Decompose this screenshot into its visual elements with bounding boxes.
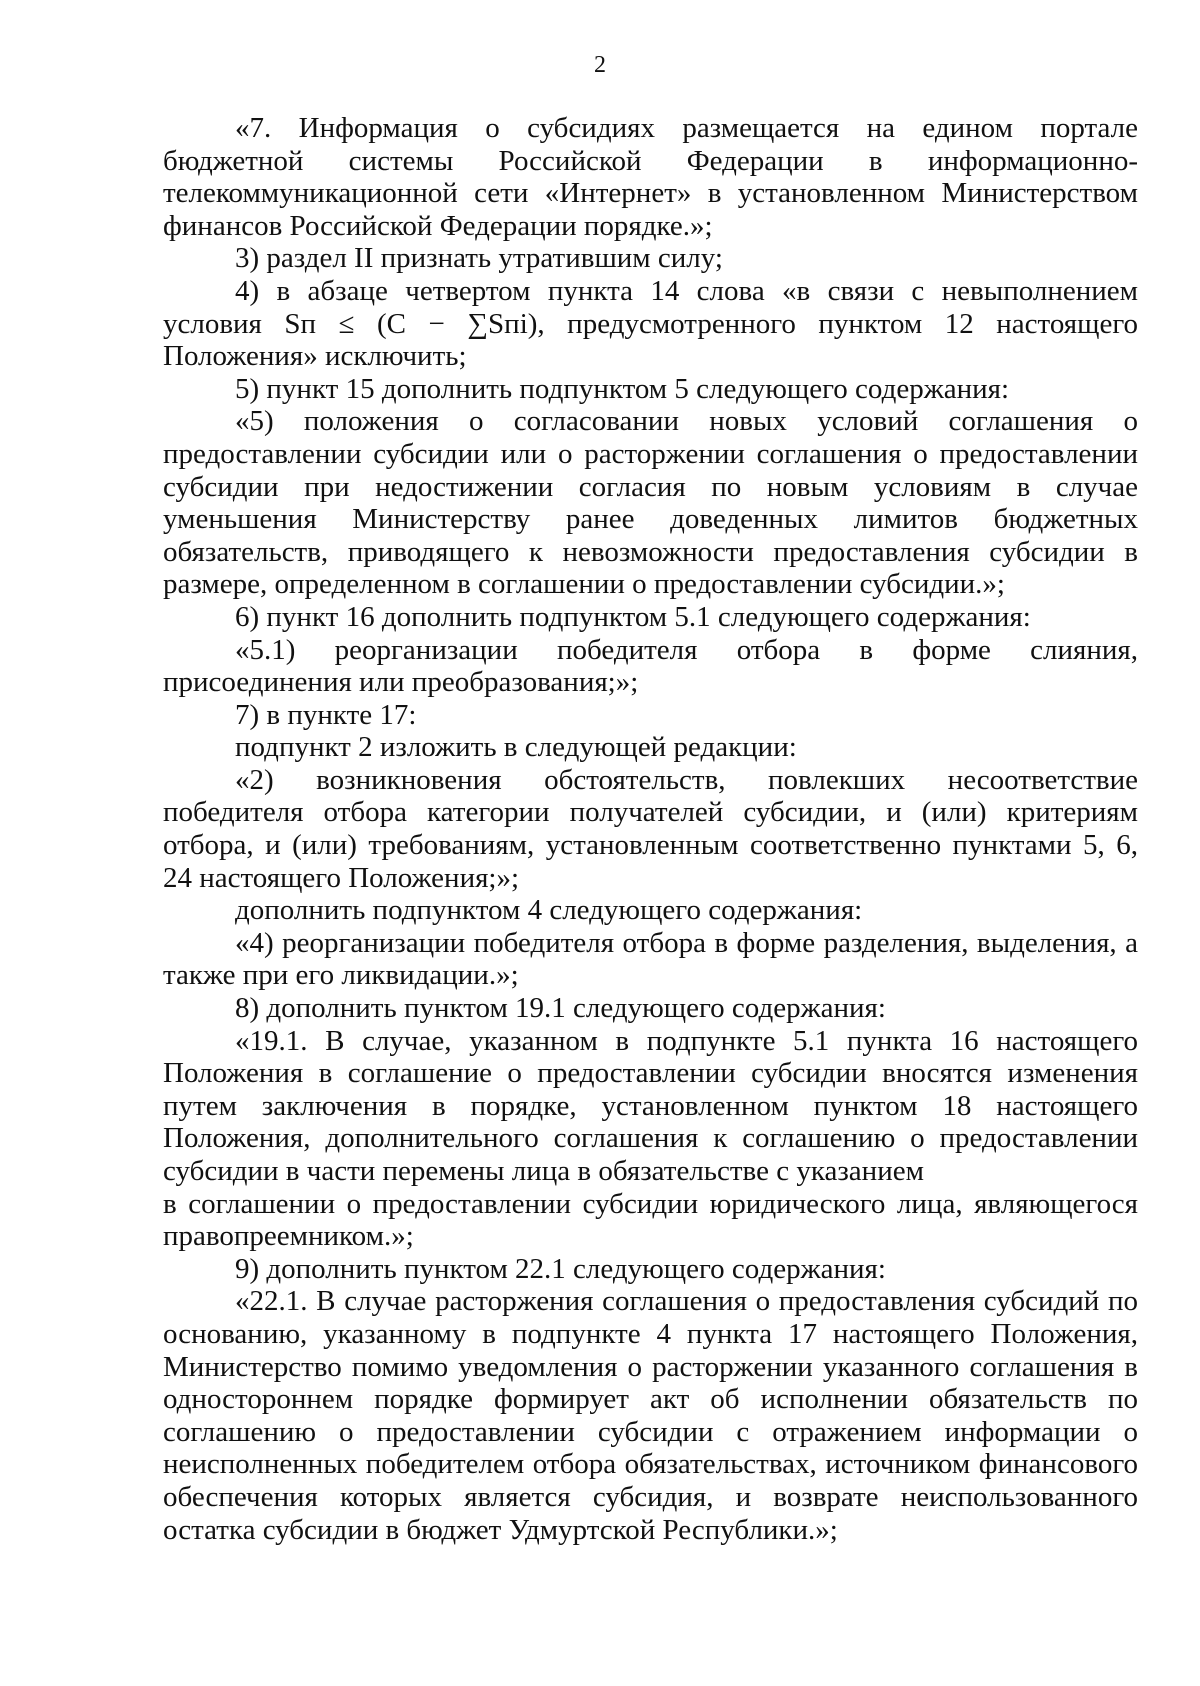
paragraph-item-9: 9) дополнить пунктом 22.1 следующего содержания: [235, 1252, 886, 1285]
paragraph-point-19-1: «19.1. В случае, указанном в подпункте 5.1 пункта 16 настоящего Положения в соглашение о предоставлении субсидии вносятся изменения путем заключения в порядке, установленном пунктом 18 настоящего Положения, дополнительного соглашения к соглашению о предоставлении субсидии в части перемены лица в обязательстве с указанием [163, 1024, 1138, 1187]
paragraph-item-7-subitem-4-intro: дополнить подпунктом 4 следующего содержания: [235, 894, 863, 927]
paragraph-item-4: 4) в абзаце четвертом пункта 14 слова «в связи с невыполнением условия Sп ≤ (С − ∑Sпi), предусмотренного пунктом 12 настоящего Положения» исключить; [163, 274, 1138, 373]
paragraph-item-8: 8) дополнить пунктом 19.1 следующего содержания: [235, 992, 886, 1025]
paragraph-point-19-1-continued: в соглашении о предоставлении субсидии юридического лица, являющегося правопреемником.»; [163, 1187, 1138, 1253]
paragraph-info-subsidies: «7. Информация о субсидиях размещается на едином портале бюджетной системы Российской Федерации в информационно-телекоммуникационной сети «Интернет» в установленном Министерством финансов Российской Федерации порядке.»; [163, 112, 1138, 242]
paragraph-point-22-1: «22.1. В случае расторжения соглашения о предоставления субсидий по основанию, указанному в подпункте 4 пункта 17 настоящего Положения, Министерство помимо уведомления о расторжении указанного соглашения в одностороннем порядке формирует акт об исполнении обязательств по соглашению о предоставлении субсидии с отражением информации о неисполненных победителем отбора обязательствах, источником финансового обеспечения которых является субсидия, и возврате неиспользованного остатка субсидии в бюджет Удмуртской Республики.»; [163, 1285, 1138, 1546]
paragraph-item-3: 3) раздел II признать утратившим силу; [235, 242, 723, 275]
paragraph-item-5: 5) пункт 15 дополнить подпунктом 5 следующего содержания: [235, 372, 1010, 405]
paragraph-subitem-2: «2) возникновения обстоятельств, повлекших несоответствие победителя отбора категории получателей субсидии, и (или) критериям отбора, и (или) требованиям, установленным соответственно пунктами 5, 6, 24 настоящего Положения;»; [163, 763, 1138, 894]
page-number: 2 [594, 52, 606, 78]
paragraph-subitem-5: «5) положения о согласовании новых условий соглашения о предоставлении субсидии или о расторжении соглашения о предоставлении субсидии при недостижении согласия по новым условиям в случае уменьшения Министерству ранее доведенных лимитов бюджетных обязательств, приводящего к невозможности предоставления субсидии в размере, определенном в соглашении о предоставлении субсидии.»; [163, 405, 1138, 601]
paragraph-item-7-subitem-2-intro: подпункт 2 изложить в следующей редакции: [235, 731, 797, 764]
document-body [163, 112, 1138, 1546]
paragraph-item-6: 6) пункт 16 дополнить подпунктом 5.1 следующего содержания: [235, 600, 1031, 633]
paragraph-subitem-5-1: «5.1) реорганизации победителя отбора в форме слияния, присоединения или преобразования;»; [163, 633, 1138, 699]
paragraph-subitem-4: «4) реорганизации победителя отбора в форме разделения, выделения, а также при его ликвидации.»; [163, 926, 1138, 992]
paragraph-item-7: 7) в пункте 17: [235, 698, 417, 731]
